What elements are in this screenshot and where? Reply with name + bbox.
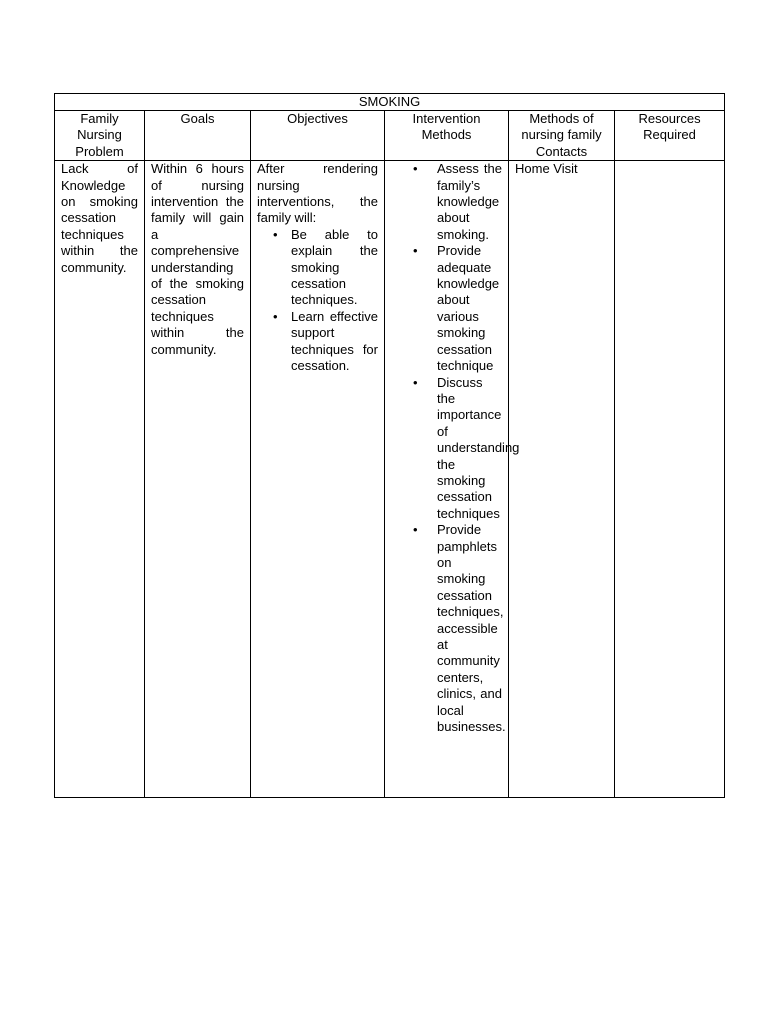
cell-resources xyxy=(615,161,725,798)
list-item: • Discuss the importance of understanding the smoking cessation techniques xyxy=(397,375,502,523)
list-item: • Provide adequate knowledge about various smoking cessation technique xyxy=(397,243,502,374)
cell-goal xyxy=(145,161,251,798)
header-objectives: Objectives xyxy=(251,111,385,161)
list-item: • Assess the family’s knowledge about smoking. xyxy=(397,161,502,243)
objectives-list xyxy=(257,227,378,375)
header-goals: Goals xyxy=(145,111,251,161)
cell-contact-method xyxy=(509,161,615,798)
table-title-row xyxy=(55,94,725,111)
contact-method-text: Home Visit xyxy=(515,161,578,177)
cell-problem xyxy=(55,161,145,798)
list-item: • Learn effective support techniques for cessation. xyxy=(257,309,378,375)
list-item: • Be able to explain the smoking cessation techniques. xyxy=(257,227,378,309)
header-resources-required: Resources Required xyxy=(615,111,725,161)
header-intervention-methods: Intervention Methods xyxy=(385,111,509,161)
objectives-intro: After rendering nursing interventions, the family will: xyxy=(257,161,378,226)
header-contact-methods: Methods of nursing family Contacts xyxy=(509,111,615,161)
goal-text: Within 6 hours of nursing intervention the family will gain a comprehensive understanding of the smoking cessation techniques within the community. xyxy=(151,161,244,357)
cell-interventions xyxy=(385,161,520,798)
table-row xyxy=(55,161,725,798)
family-care-plan-table xyxy=(54,93,725,798)
problem-text: Lack of Knowledge on smoking cessation techniques within the community. xyxy=(61,161,138,275)
cell-objectives xyxy=(251,161,385,798)
table-title: SMOKING xyxy=(55,94,725,111)
interventions-list xyxy=(397,161,520,735)
header-family-nursing-problem: Family Nursing Problem xyxy=(55,111,145,161)
list-item: • Provide pamphlets on smoking cessation techniques, accessible at community centers, clinics, and local businesses. xyxy=(397,522,502,735)
table-header-row xyxy=(55,111,725,161)
